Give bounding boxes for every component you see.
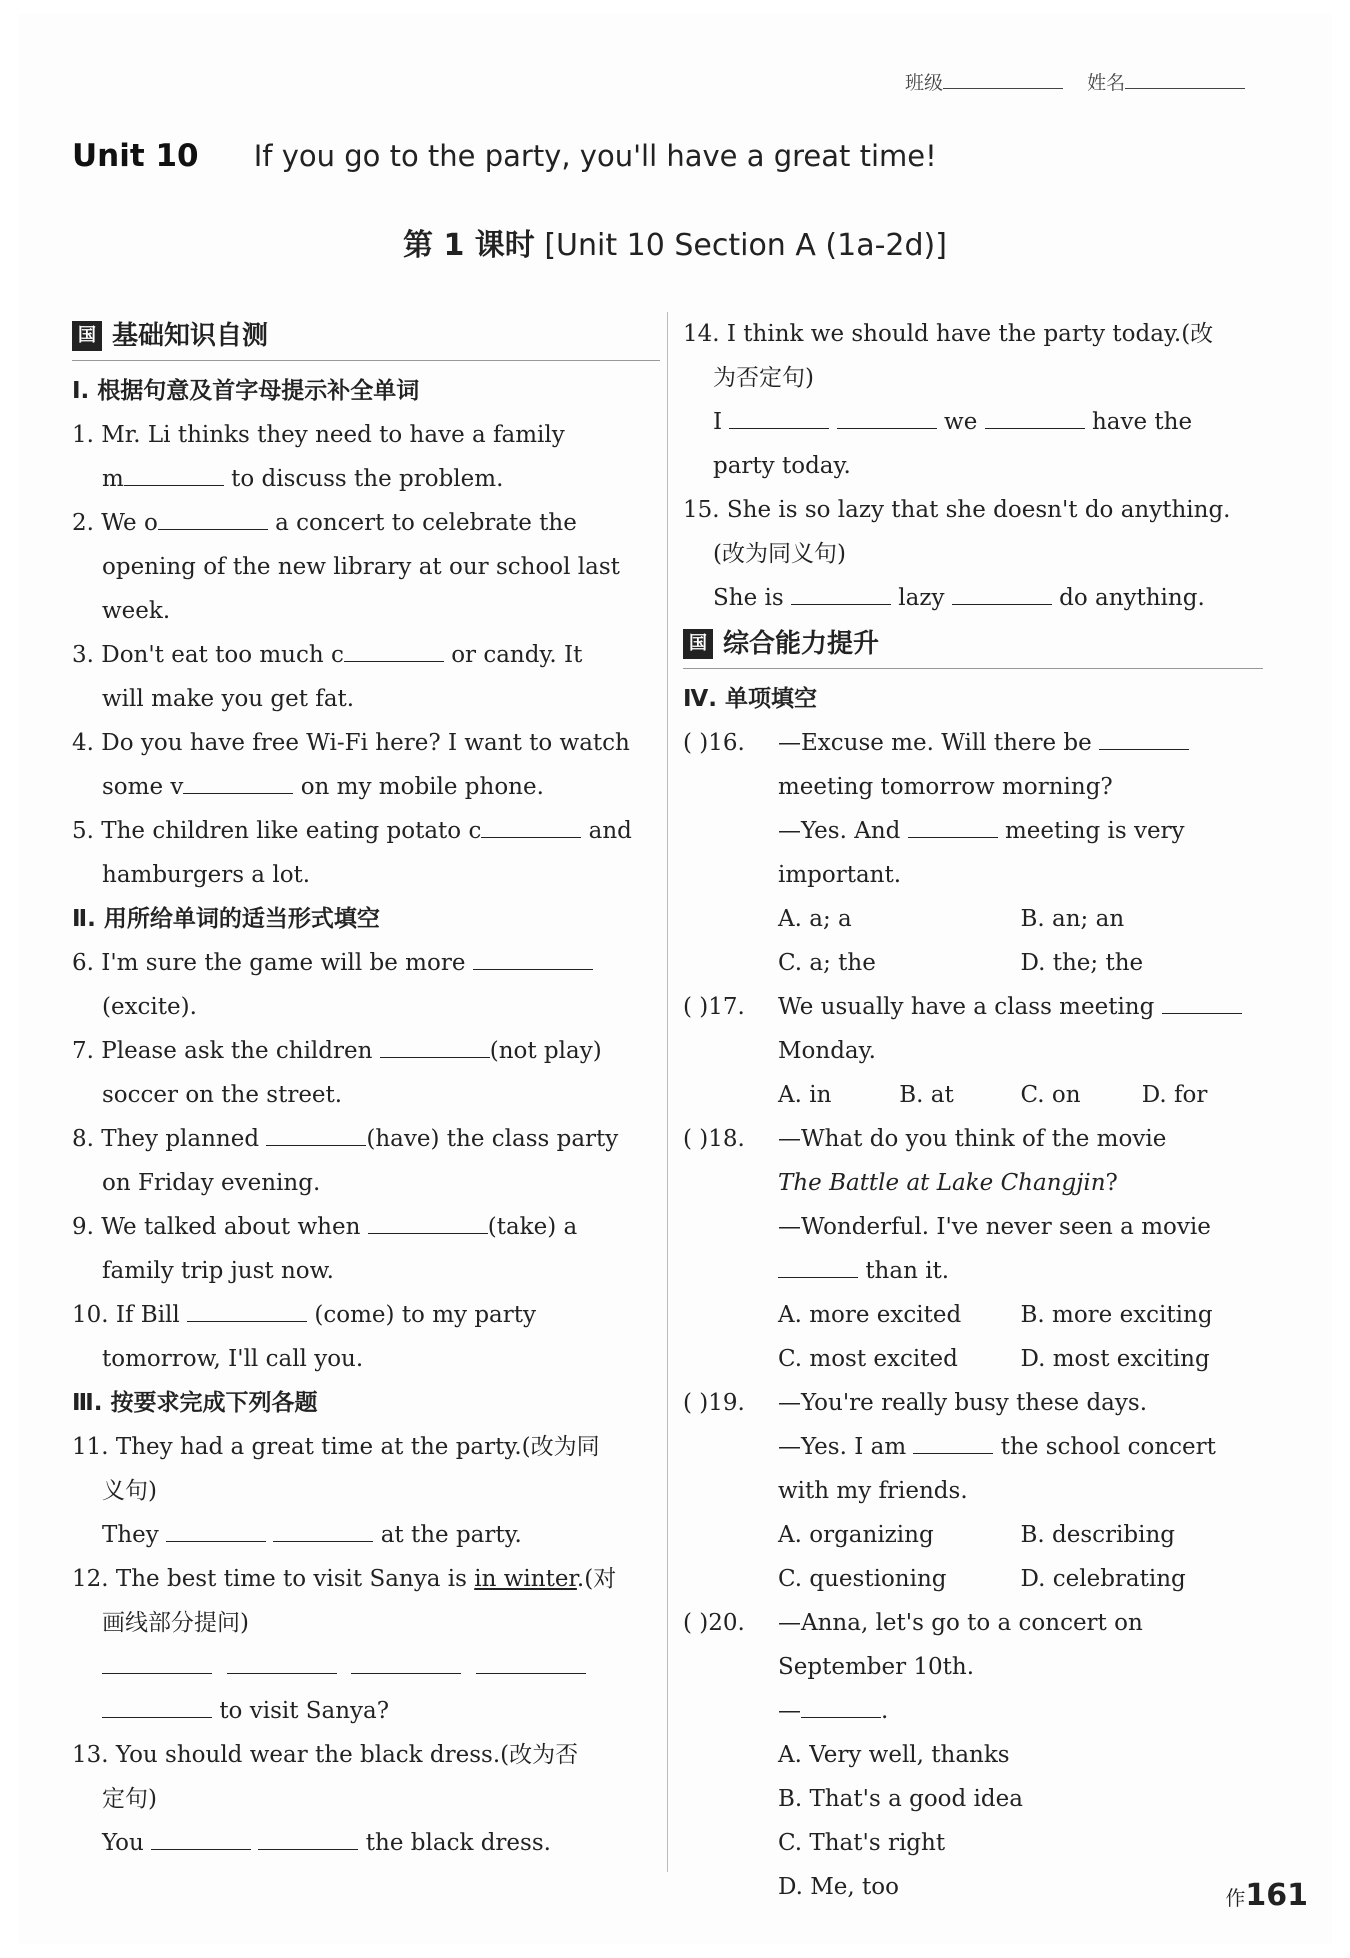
question-2: 2. We o a concert to celebrate the opening of the new library at our school last week. bbox=[72, 510, 620, 624]
question-11: 11. They had a great time at the party.(改为同 义句) They at the party. bbox=[72, 1434, 600, 1548]
option[interactable]: A. a; a bbox=[778, 906, 852, 932]
answer-blank bbox=[913, 1452, 993, 1454]
page-number: 作161 bbox=[1225, 1878, 1308, 1913]
answer-blank[interactable] bbox=[380, 1056, 490, 1058]
option[interactable]: C. That's right bbox=[778, 1830, 946, 1856]
question-19: ( )19. —You're really busy these days. —Yes. I am the school concert with my friends. A. organizing B. describing C. questioning D. celebrating bbox=[683, 1381, 1263, 1601]
answer-blank[interactable] bbox=[476, 1672, 586, 1674]
answer-paren[interactable]: ( )18. bbox=[683, 1126, 745, 1152]
answer-paren[interactable]: ( )20. bbox=[683, 1610, 745, 1636]
question-16: ( )16. —Excuse me. Will there be meeting tomorrow morning? —Yes. And meeting is very important. A. a; a B. an; an C. a; the D. the; the bbox=[683, 721, 1263, 985]
lesson-sub: [Unit 10 Section A (1a-2d)] bbox=[544, 228, 947, 263]
answer-blank bbox=[908, 836, 998, 838]
question-17: ( )17. We usually have a class meeting Monday. A. in B. at C. on D. for bbox=[683, 985, 1263, 1117]
option[interactable]: C. on bbox=[1020, 1082, 1081, 1108]
option[interactable]: D. celebrating bbox=[1020, 1566, 1186, 1592]
part-4-title: Ⅳ. 单项填空 bbox=[683, 686, 818, 712]
answer-blank[interactable] bbox=[344, 660, 444, 662]
option[interactable]: C. most excited bbox=[778, 1346, 958, 1372]
section-basic bbox=[72, 312, 660, 361]
option[interactable]: C. questioning bbox=[778, 1566, 947, 1592]
option[interactable]: B. That's a good idea bbox=[778, 1786, 1023, 1812]
column-divider bbox=[667, 312, 668, 1872]
movie-title: The Battle at Lake Changjin bbox=[778, 1170, 1106, 1196]
question-10: 10. If Bill (come) to my party tomorrow, I'll call you. bbox=[72, 1302, 536, 1372]
question-20: ( )20. —Anna, let's go to a concert on September 10th. — . A. Very well, thanks B. That's a good idea C. That's right D. Me, too bbox=[683, 1601, 1263, 1909]
section-icon: 国 bbox=[72, 321, 102, 351]
answer-paren[interactable]: ( )19. bbox=[683, 1390, 745, 1416]
answer-blank[interactable] bbox=[258, 1848, 358, 1850]
answer-blank[interactable] bbox=[227, 1672, 337, 1674]
answer-blank bbox=[778, 1276, 858, 1278]
option[interactable]: B. more exciting bbox=[1020, 1302, 1213, 1328]
option[interactable]: D. for bbox=[1141, 1082, 1208, 1108]
unit-label: Unit 10 bbox=[72, 138, 199, 174]
question-7: 7. Please ask the children (not play) soccer on the street. bbox=[72, 1038, 602, 1108]
question-6: 6. I'm sure the game will be more (excite). bbox=[72, 941, 660, 1029]
question-8: 8. They planned (have) the class party on Friday evening. bbox=[72, 1126, 619, 1196]
answer-paren[interactable]: ( )16. bbox=[683, 730, 745, 756]
answer-blank bbox=[1162, 1012, 1242, 1014]
answer-blank[interactable] bbox=[273, 1540, 373, 1542]
option[interactable]: A. more excited bbox=[778, 1302, 962, 1328]
left-column bbox=[72, 312, 660, 1865]
answer-blank bbox=[801, 1716, 881, 1718]
section-advanced bbox=[683, 620, 1263, 669]
section-title: 综合能力提升 bbox=[723, 629, 880, 659]
answer-blank bbox=[1099, 748, 1189, 750]
answer-blank[interactable] bbox=[351, 1672, 461, 1674]
answer-blank[interactable] bbox=[837, 427, 937, 429]
section-title: 基础知识自测 bbox=[112, 321, 269, 351]
question-3: 3. Don't eat too much c or candy. It will make you get fat. bbox=[72, 642, 583, 712]
section-icon: 国 bbox=[683, 629, 713, 659]
answer-blank[interactable] bbox=[368, 1232, 488, 1234]
option[interactable]: D. most exciting bbox=[1020, 1346, 1210, 1372]
answer-blank[interactable] bbox=[481, 836, 581, 838]
answer-blank[interactable] bbox=[952, 603, 1052, 605]
option[interactable]: B. an; an bbox=[1020, 906, 1125, 932]
answer-blank[interactable] bbox=[124, 484, 224, 486]
answer-blank[interactable] bbox=[166, 1540, 266, 1542]
answer-blank[interactable] bbox=[102, 1672, 212, 1674]
question-18: ( )18. —What do you think of the movie The Battle at Lake Changjin? —Wonderful. I've never seen a movie than it. A. more excited B. more exciting C. most excited D. most exciting bbox=[683, 1117, 1263, 1381]
answer-blank[interactable] bbox=[183, 792, 293, 794]
question-12: 12. The best time to visit Sanya is in winter.(对 画线部分提问) to visit Sanya? bbox=[72, 1566, 617, 1724]
question-1: 1. Mr. Li thinks they need to have a family m to discuss the problem. bbox=[72, 422, 565, 492]
answer-blank[interactable] bbox=[473, 968, 593, 970]
question-15: 15. She is so lazy that she doesn't do anything. (改为同义句) She is lazy do anything. bbox=[683, 497, 1231, 611]
student-info bbox=[905, 68, 1263, 95]
question-5: 5. The children like eating potato c and hamburgers a lot. bbox=[72, 818, 632, 888]
question-13: 13. You should wear the black dress.(改为否 定句) You the black dress. bbox=[72, 1742, 579, 1856]
answer-blank[interactable] bbox=[102, 1716, 212, 1718]
answer-blank[interactable] bbox=[158, 528, 268, 530]
class-field[interactable] bbox=[943, 87, 1063, 89]
unit-heading bbox=[72, 138, 937, 174]
class-label: 班级 bbox=[905, 72, 944, 94]
part-3-title: Ⅲ. 按要求完成下列各题 bbox=[72, 1390, 318, 1416]
answer-blank[interactable] bbox=[187, 1320, 307, 1322]
lesson-title: 第 1 课时 bbox=[403, 228, 535, 263]
answer-blank[interactable] bbox=[791, 603, 891, 605]
answer-blank[interactable] bbox=[151, 1848, 251, 1850]
answer-blank[interactable] bbox=[729, 427, 829, 429]
lesson-heading bbox=[0, 220, 1350, 264]
option[interactable]: B. describing bbox=[1020, 1522, 1176, 1548]
answer-blank[interactable] bbox=[266, 1144, 366, 1146]
option[interactable]: B. at bbox=[899, 1082, 954, 1108]
option[interactable]: A. organizing bbox=[778, 1522, 934, 1548]
option[interactable]: C. a; the bbox=[778, 950, 876, 976]
unit-title: If you go to the party, you'll have a great time! bbox=[253, 139, 937, 173]
option[interactable]: A. in bbox=[778, 1082, 832, 1108]
option[interactable]: A. Very well, thanks bbox=[778, 1742, 1010, 1768]
answer-paren[interactable]: ( )17. bbox=[683, 994, 745, 1020]
option[interactable]: D. Me, too bbox=[778, 1874, 899, 1900]
part-1-title: Ⅰ. 根据句意及首字母提示补全单词 bbox=[72, 378, 420, 404]
name-field[interactable] bbox=[1125, 87, 1245, 89]
answer-blank[interactable] bbox=[985, 427, 1085, 429]
question-9: 9. We talked about when (take) a family trip just now. bbox=[72, 1214, 578, 1284]
option[interactable]: D. the; the bbox=[1020, 950, 1144, 976]
name-label: 姓名 bbox=[1087, 72, 1126, 94]
right-column bbox=[683, 312, 1263, 1909]
question-4: 4. Do you have free Wi-Fi here? I want to watch some v on my mobile phone. bbox=[72, 730, 630, 800]
question-14: 14. I think we should have the party today.(改 为否定句) I we have the party today. bbox=[683, 321, 1214, 479]
part-2-title: Ⅱ. 用所给单词的适当形式填空 bbox=[72, 906, 380, 932]
